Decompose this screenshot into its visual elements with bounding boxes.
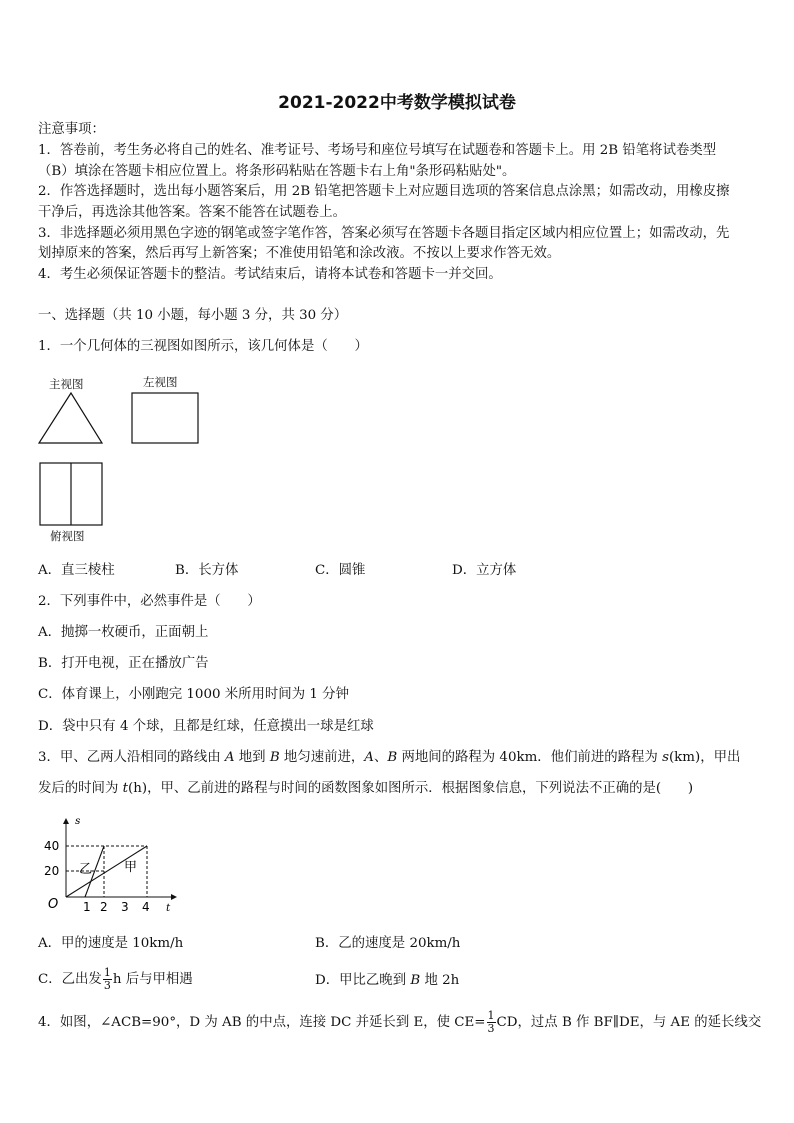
- q1-option-c: C．圆锥: [315, 563, 366, 578]
- notice-line: 4．考生必须保证答题卡的整洁。考试结束后，请将本试卷和答题卡一并交回。: [38, 267, 502, 282]
- top-view-label: 俯视图: [50, 529, 85, 543]
- q3-option-d: D．甲比乙晚到 B 地 2h: [315, 973, 460, 988]
- q2-option-b: B．打开电视，正在播放广告: [38, 656, 209, 671]
- front-view-label: 主视图: [49, 377, 84, 391]
- jia-label: 甲: [124, 860, 138, 875]
- x-tick-3: 3: [121, 900, 129, 914]
- q2-option-d: D．袋中只有 4 个球，且都是红球，任意摸出一球是红球: [38, 719, 374, 734]
- y-tick-40: 40: [44, 839, 60, 853]
- notice-line: （B）填涂在答题卡相应位置上。将条形码粘贴在答题卡右上角"条形码粘贴处"。: [38, 164, 516, 179]
- x-tick-1: 1: [83, 900, 91, 914]
- notice-line: 划掉原来的答案，然后再写上新答案；不准使用铅笔和涂改液。不按以上要求作答无效。: [38, 246, 561, 261]
- notice-line: 2．作答选择题时，选出每小题答案后，用 2B 铅笔把答题卡上对应题目选项的答案信息点涂黑；如需改动，用橡皮擦: [38, 184, 730, 199]
- q3-stem-line2: 发后的时间为 t(h)，甲、乙前进的路程与时间的函数图象如图所示．根据图象信息，下列说法不正确的是( ): [38, 781, 694, 796]
- q2-option-a: A．抛掷一枚硬币，正面朝上: [38, 625, 209, 640]
- x-tick-4: 4: [142, 900, 150, 914]
- left-view-label: 左视图: [143, 375, 178, 389]
- section-heading: 一、选择题（共 10 小题，每小题 3 分，共 30 分）: [38, 308, 348, 323]
- q3-option-c: C．乙出发 $\frac{1}{3}$ h 后与甲相遇: [38, 966, 193, 992]
- notice-line: 干净后，再选涂其他答案。答案不能答在试题卷上。: [38, 205, 346, 220]
- q1-stem: 1．一个几何体的三视图如图所示，该几何体是（ ）: [38, 339, 368, 354]
- left-view-rectangle: [132, 393, 198, 443]
- q3-option-b: B．乙的速度是 20km/h: [315, 936, 461, 951]
- fraction-one-third: $\frac{1}{3}$: [103, 966, 111, 992]
- page-title: 2021-2022中考数学模拟试卷: [278, 93, 516, 113]
- q3-graph: [38, 815, 188, 915]
- s-axis-label: s: [75, 815, 81, 827]
- q1-option-d: D．立方体: [452, 563, 517, 578]
- y-tick-20: 20: [44, 864, 60, 878]
- yi-label: 乙: [79, 862, 93, 877]
- q2-stem: 2．下列事件中，必然事件是（ ）: [38, 594, 261, 609]
- t-axis-label: t: [166, 902, 171, 914]
- notice-line: 3．非选择题必须用黑色字迹的钢笔或签字笔作答，答案必须写在答题卡各题目指定区域内相应位置上；如需改动，先: [38, 226, 730, 241]
- notice-line: 1．答卷前，考生务必将自己的姓名、准考证号、考场号和座位号填写在试题卷和答题卡上。用 2B 铅笔将试卷类型: [38, 143, 717, 158]
- q3-stem-line1: 3．甲、乙两人沿相同的路线由 A 地到 B 地匀速前进，A、B 两地间的路程为 40km．他们前进的路程为 s(km)，甲出: [38, 750, 741, 765]
- q4-stem: 4．如图，∠ACB=90°，D 为 AB 的中点，连接 DC 并延长到 E，使 CE= $\frac{1}{3}$ CD，过点 B 作 BF∥DE，与 AE 的延长线交: [38, 1009, 762, 1035]
- fraction-one-third: $\frac{1}{3}$: [487, 1009, 495, 1035]
- x-tick-2: 2: [100, 900, 108, 914]
- origin-label: O: [48, 897, 59, 912]
- q3-option-a: A．甲的速度是 10km/h: [38, 936, 184, 951]
- three-views-figure: [36, 390, 206, 530]
- q1-option-b: B．长方体: [175, 563, 239, 578]
- q1-option-a: A．直三棱柱: [38, 563, 115, 578]
- notice-heading: 注意事项：: [38, 122, 105, 137]
- front-view-triangle: [39, 393, 102, 443]
- q2-option-c: C．体育课上，小刚跑完 1000 米所用时间为 1 分钟: [38, 687, 349, 702]
